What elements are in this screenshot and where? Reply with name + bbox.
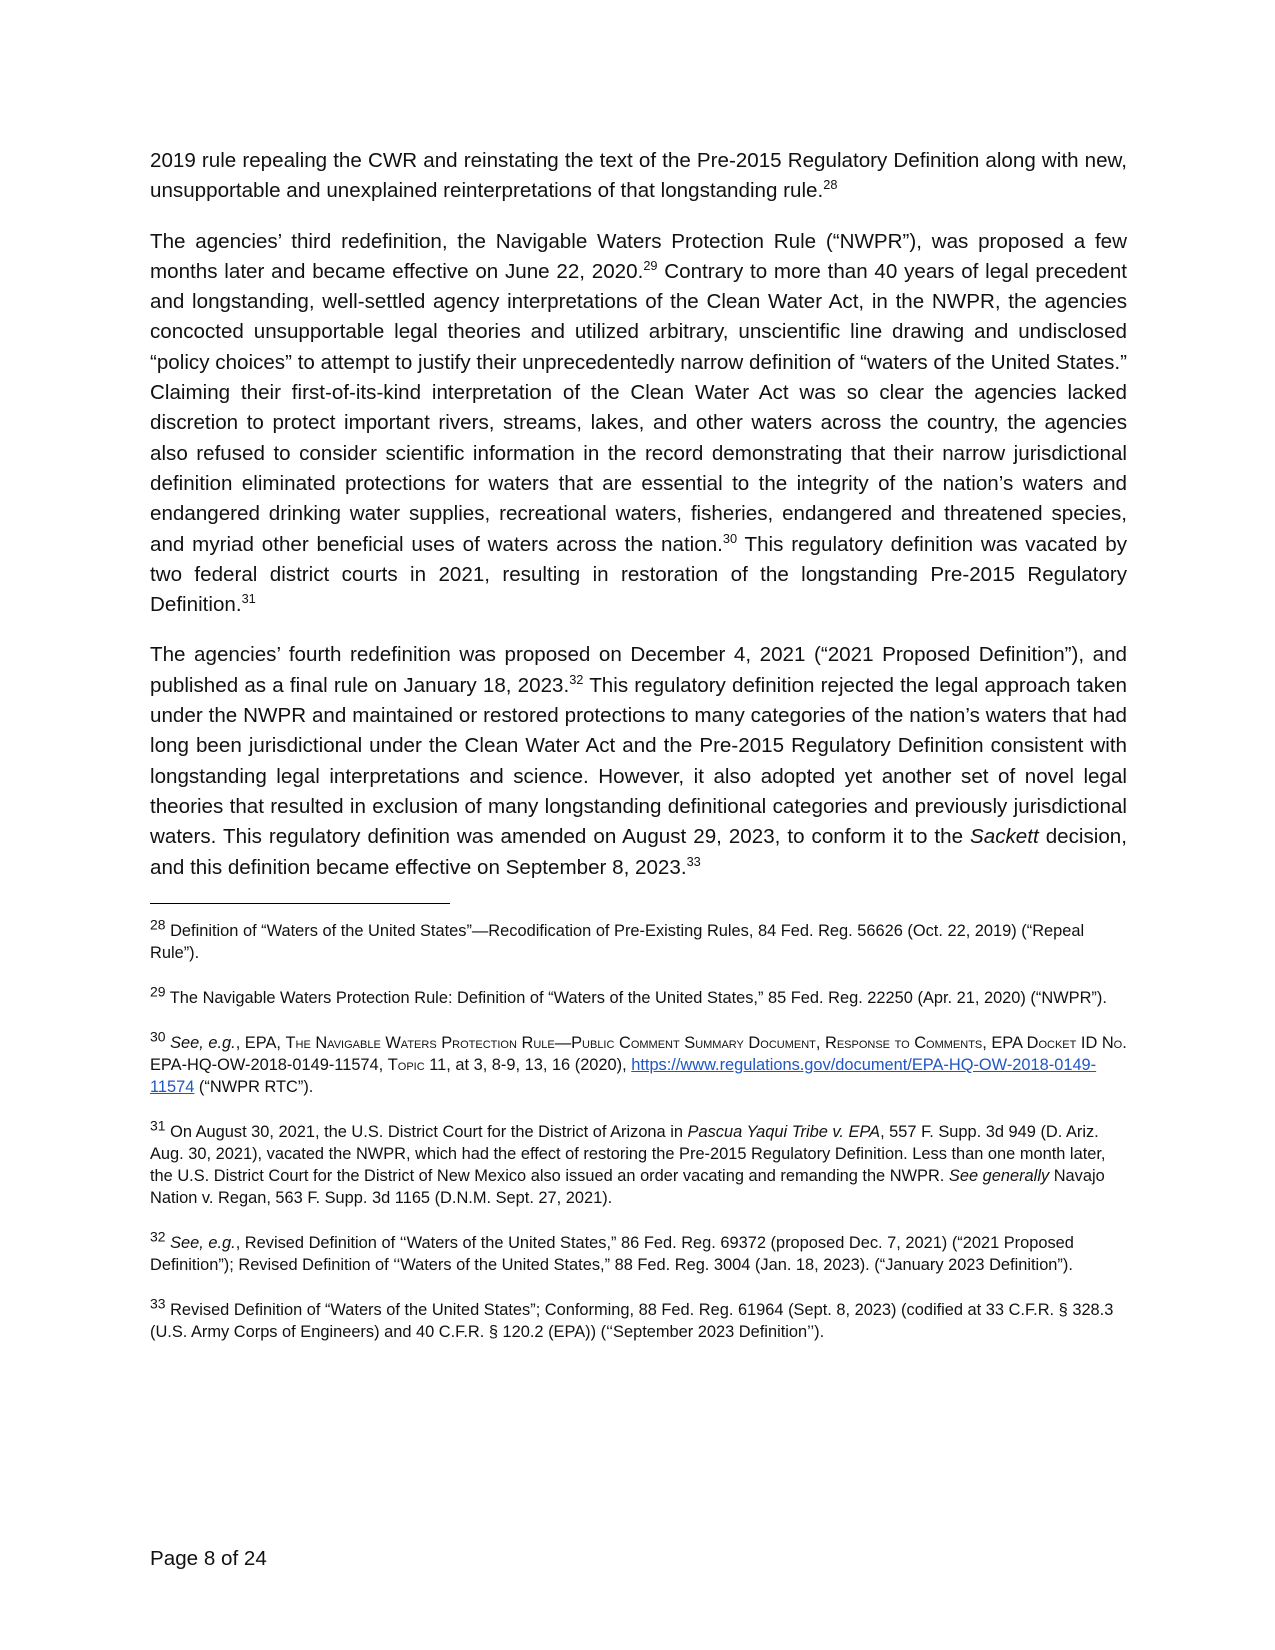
footnote-32: $^{32}$ See, e.g., Revised Definition of ‘‘Waters of the United States,” 86 Fed. Reg. 69372 (proposed Dec. 7, 2021) (“2021 Proposed Definition”); Revised Definition of ‘‘Waters of the United States,” 88 Fed. Reg. 3004 (Jan. 18, 2023). (“January 2023 Definition”). xyxy=(150,1228,1074,1274)
body-paragraph-1: 2019 rule repealing the CWR and reinstating the text of the Pre-2015 Regulatory Definition along with new, unsupportable and unexplained reinterpretations of that longstanding rule.$^{28}$ xyxy=(150,149,1127,203)
footnote-31: $^{31}$ On August 30, 2021, the U.S. District Court for the District of Arizona in Pascua Yaqui Tribe v. EPA, 557 F. Supp. 3d 949 (D. Ariz. Aug. 30, 2021), vacated the NWPR, which had the effect of restoring the Pre-2015 Regulatory Definition. Less than one month later, the U.S. District Court for the District of New Mexico also issued an order vacating and remanding the NWPR. See generally Navajo Nation v. Regan, 563 F. Supp. 3d 1165 (D.N.M. Sept. 27, 2021). xyxy=(150,1117,1106,1207)
footnote-ref-33[interactable]: 33 xyxy=(686,853,701,869)
footnote-ref-28[interactable]: 28 xyxy=(823,177,838,193)
footnote-33: $^{33}$ Revised Definition of “Waters of the United States”; Conforming, 88 Fed. Reg. 61964 (Sept. 8, 2023) (codified at 33 C.F.R. § 328.3 (U.S. Army Corps of Engineers) and 40 C.F.R. § 120.2 (EPA)) (‘‘September 2023 Definition’’). xyxy=(150,1295,1114,1341)
footnote-ref-29[interactable]: 29 xyxy=(643,257,658,273)
footnote-ref-32[interactable]: 32 xyxy=(569,671,584,687)
case-name-sackett: Sackett xyxy=(970,825,1039,849)
body-paragraph-3: The agencies’ fourth redefinition was proposed on December 4, 2021 (“2021 Proposed Definition”), and published as a final rule on January 18, 2023.32 This regulatory definition rejected the legal approach taken under the NWPR and maintained or restored protections to many categories of the nation’s waters that had long been jurisdictional under the Clean Water Act and the Pre-2015 Regulatory Definition consistent with longstanding legal interpretations and science. However, it also adopted yet another set of novel legal theories that resulted in exclusion of many longstanding definitional categories and previously jurisdictional waters. This regulatory definition was amended on August 29, 2023, to conform it to the Sackett decision, and this definition became effective on September 8, 2023.33 xyxy=(150,643,1127,879)
page-number: Page 8 of 24 xyxy=(150,1547,267,1570)
footnote-29: $^{29}$ The Navigable Waters Protection Rule: Definition of “Waters of the United States,” 85 Fed. Reg. 22250 (Apr. 21, 2020) (“NWPR”). xyxy=(150,983,1107,1007)
document-page xyxy=(150,146,1127,1366)
footnote-28: $^{28}$ Definition of “Waters of the United States”—Recodification of Pre-Existing Rules, 84 Fed. Reg. 56626 (Oct. 22, 2019) (“Repeal Rule”). xyxy=(150,916,1085,962)
footnote-ref-31[interactable]: 31 xyxy=(241,591,256,607)
footnote-30: $^{30}$ See, e.g., EPA, The Navigable Waters Protection Rule—Public Comment Summary Document, Response to Comments, EPA Docket ID No. EPA-HQ-OW-2018-0149-11574, Topic 11, at 3, 8-9, 13, 16 (2020), https://www.regulations.gov/document/EPA-HQ-OW-2018-0149-11574 (“NWPR RTC”). xyxy=(150,1028,1127,1096)
footnote-ref-30[interactable]: 30 xyxy=(722,530,738,546)
footnote-separator xyxy=(150,903,450,904)
regulations-gov-link[interactable]: https://www.regulations.gov/document/EPA-HQ-OW-2018-0149-11574 xyxy=(150,1055,1097,1096)
body-paragraph-2: The agencies’ third redefinition, the Navigable Waters Protection Rule (“NWPR”), was proposed a few months later and became effective on June 22, 2020.29 Contrary to more than 40 years of legal precedent and longstanding, well-settled agency interpretations of the Clean Water Act, in the NWPR, the agencies concocted unsupportable legal theories and utilized arbitrary, unscientific line drawing and undisclosed “policy choices” to attempt to justify their unprecedentedly narrow definition of “waters of the United States.” Claiming their first-of-its-kind interpretation of the Clean Water Act was so clear the agencies lacked discretion to protect important rivers, streams, lakes, and other waters across the country, the agencies also refused to consider scientific information in the record demonstrating that their narrow jurisdictional definition eliminated protections for waters that are essential to the integrity of the nation’s waters and endangered drinking water supplies, recreational waters, fisheries, endangered and threatened species, and myriad other beneficial uses of waters across the nation.$^{30}$ This regulatory definition was vacated by two federal district courts in 2021, resulting in restoration of the longstanding Pre-2015 Regulatory Definition.$^{31}$ xyxy=(150,229,1128,617)
